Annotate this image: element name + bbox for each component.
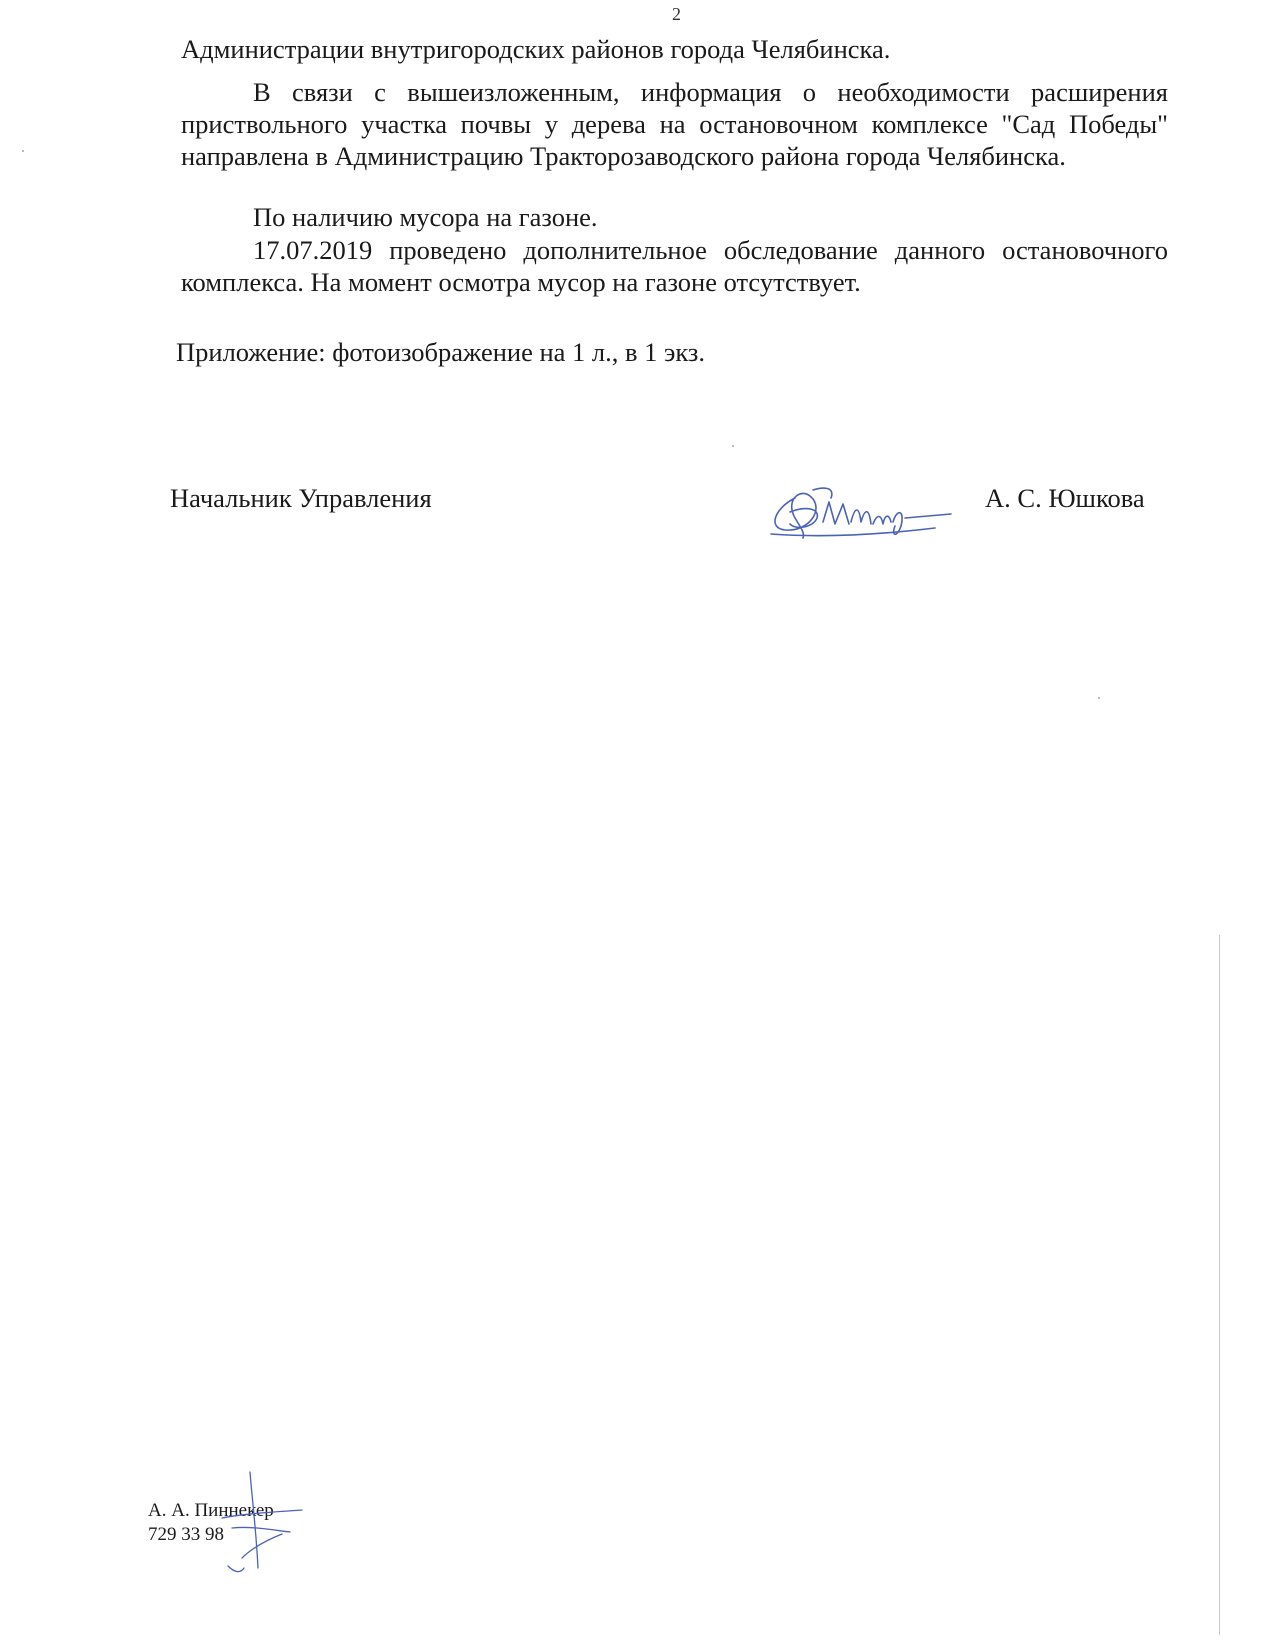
paragraph-litter-heading: По наличию мусора на газоне. xyxy=(253,202,598,232)
handwritten-signature xyxy=(765,478,957,546)
executor-phone: 729 33 98 xyxy=(148,1524,224,1545)
signatory-position: Начальник Управления xyxy=(170,483,432,513)
scan-edge-line xyxy=(1219,935,1220,1635)
handwritten-initials xyxy=(212,1468,312,1578)
scan-speck xyxy=(732,445,734,447)
page-number: 2 xyxy=(672,4,681,24)
signatory-name: А. С. Юшкова xyxy=(985,483,1145,513)
scan-speck xyxy=(1098,697,1100,699)
paragraph-tree-soil-expansion: В связи с вышеизложенным, информация о необходимости расширения приствольного участка почвы у дерева на остановочном комплексе "Сад Победы" направлена в Администрацию Тракторозаводского района города Челябинска. xyxy=(181,77,1168,171)
paragraph-continuation: Администрации внутригородских районов города Челябинска. xyxy=(181,34,891,64)
paragraph-inspection-result: 17.07.2019 проведено дополнительное обследование данного остановочного комплекса. На момент осмотра мусор на газоне отсутствует. xyxy=(181,235,1168,297)
attachment-note: Приложение: фотоизображение на 1 л., в 1 экз. xyxy=(176,337,706,367)
executor-name: А. А. Пиннекер xyxy=(148,1500,274,1521)
scan-speck xyxy=(22,150,24,152)
